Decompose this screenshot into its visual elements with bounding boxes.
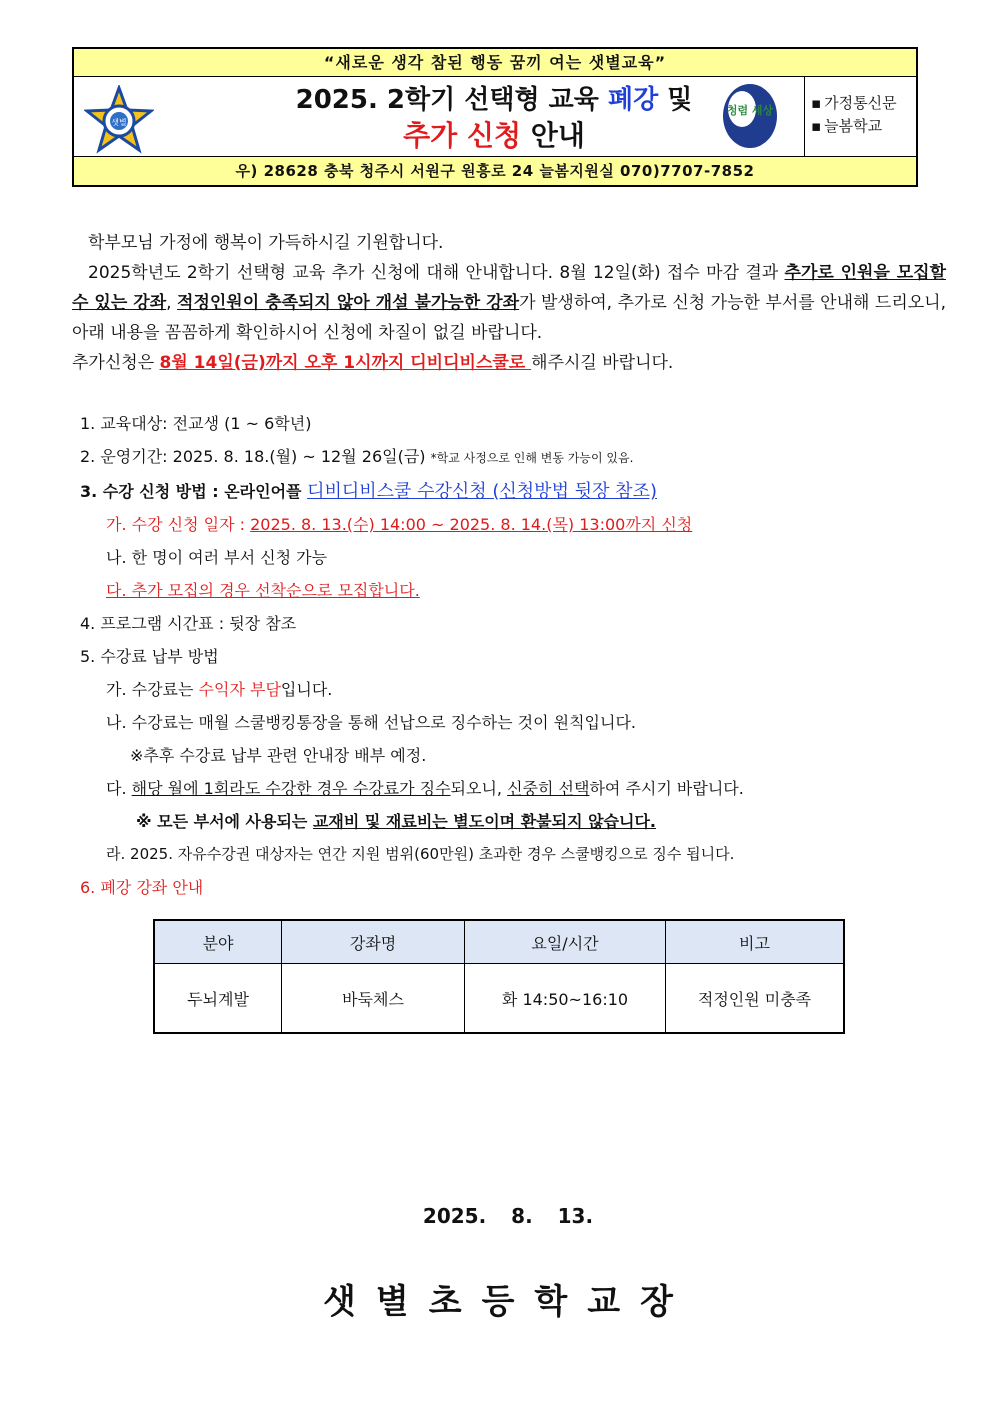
integrity-logo-icon	[720, 81, 780, 151]
school-logo-icon	[84, 85, 154, 155]
principal-signature: 샛별초등학교장	[323, 1282, 693, 1322]
greeting: 학부모님 가정에 행복이 가득하시길 기원합니다.	[88, 233, 444, 253]
list-item-closed-courses: 6. 폐강 강좌 안내	[80, 878, 204, 897]
list-item-multiple: 나. 한 명이 여러 부서 신청 가능	[106, 548, 328, 567]
table-cell-time: 화 14:50~16:10	[465, 964, 666, 1034]
material-fee-note: ※ 모든 부서에 사용되는 교재비 및 재료비는 별도이며 환불되지 않습니다.	[136, 812, 657, 831]
info-list	[80, 407, 940, 904]
fee-prepay-note: ※추후 수강료 납부 관련 안내장 배부 예정.	[130, 746, 427, 765]
title-add: 추가 신청	[403, 119, 522, 152]
additional-recruit-emphasis: 추가로 인원을 모집할 수 있는 강좌	[72, 263, 946, 313]
notice-type-neulbom: ▪ 늘봄학교	[811, 115, 916, 138]
school-slogan: “새로운 생각 참된 행동 꿈끼 여는 샛별교육”	[74, 49, 916, 77]
title-part1: 2025. 2학기 선택형 교육	[295, 85, 608, 115]
list-item-method: 3. 수강 신청 방법 : 온라인어플 디비디비스쿨 수강신청 (신청방법 뒷장 참조)	[80, 481, 657, 502]
list-item-fee: 5. 수강료 납부 방법	[80, 647, 219, 666]
table-cell-course: 바둑체스	[282, 964, 465, 1034]
table-cell-note: 적정인원 미충족	[666, 964, 845, 1034]
list-item-voucher: 라. 2025. 자유수강권 대상자는 연간 지원 범위(60만원) 초과한 경우 스쿨뱅킹으로 징수 됩니다.	[106, 845, 735, 863]
list-item-fee-prepay: 나. 수강료는 매월 스쿨뱅킹통장을 통해 선납으로 징수하는 것이 원칙입니다.	[106, 713, 636, 732]
list-item-schedule: 4. 프로그램 시간표 : 뒷장 참조	[80, 614, 297, 633]
page-title	[214, 83, 774, 155]
list-item-apply-date: 가. 수강 신청 일자 : 2025. 8. 13.(수) 14:00 ~ 2025. 8. 14.(목) 13:00까지 신청	[106, 515, 693, 534]
table-header-time: 요일/시간	[465, 920, 666, 964]
title-notice: 안내	[521, 119, 585, 152]
title-part2: 및	[658, 85, 693, 115]
deadline-emphasis: 8월 14일(금)까지 오후 1시까지 디비디비스쿨로	[159, 353, 532, 373]
period-note: *학교 사정으로 인해 변동 가능이 있음.	[430, 451, 634, 465]
table-header-course: 강좌명	[282, 920, 465, 964]
cancel-emphasis: 적정인원이 충족되지 않아 개설 불가능한 강좌	[177, 293, 520, 313]
table-cell-field: 두뇌계발	[154, 964, 282, 1034]
table-header-note: 비고	[666, 920, 845, 964]
dbdb-school-link[interactable]: 디비디비스쿨 수강신청 (신청방법 뒷장 참조)	[307, 481, 657, 502]
letterhead	[72, 47, 918, 187]
table-header-row	[154, 920, 844, 964]
deadline-paragraph: 추가신청은 8월 14일(금)까지 오후 1시까지 디비디비스쿨로 해주시길 바랍니다.	[72, 353, 674, 373]
table-row	[154, 964, 844, 1034]
list-item-target: 1. 교육대상: 전교생 (1 ~ 6학년)	[80, 414, 312, 433]
intro-paragraph: 2025학년도 2학기 선택형 교육 추가 신청에 대해 안내합니다. 8월 12일(화) 접수 마감 결과 추가로 인원을 모집할 수 있는 강좌, 적정인원이 충족되지 않아 개설 불가능한 강좌가 발생하여, 추가로 신청 가능한 부서를 안내해 드리오니, 아래 내용을 꼼꼼하게 확인하시어 신청에 차질이 없길 바랍니다.	[72, 263, 947, 343]
integrity-logo-text: 청렴 세상	[726, 104, 774, 117]
issue-date: 2025. 8. 13.	[422, 1204, 594, 1228]
list-item-fee-charged: 다. 해당 월에 1회라도 수강한 경우 수강료가 징수되오니, 신중히 선택하여 주시기 바랍니다.	[106, 779, 744, 798]
intro-text	[72, 228, 946, 378]
list-item-fee-burden: 가. 수강료는 수익자 부담입니다.	[106, 680, 333, 699]
table-header-field: 분야	[154, 920, 282, 964]
title-cancel: 폐강	[607, 85, 659, 115]
notice-type-box	[804, 76, 916, 158]
school-address: 우) 28628 충북 청주시 서원구 원흥로 24 늘봄지원실 070)7707-7852	[74, 156, 916, 185]
closed-course-table	[153, 919, 845, 1034]
school-logo-text: 샛별	[111, 118, 127, 127]
list-item-first-come: 다. 추가 모집의 경우 선착순으로 모집합니다.	[106, 581, 420, 600]
list-item-period: 2. 운영기간: 2025. 8. 18.(월) ~ 12월 26일(금) *학교 사정으로 인해 변동 가능이 있음.	[80, 447, 634, 466]
notice-type-home-letter: ▪ 가정통신문	[811, 92, 916, 115]
